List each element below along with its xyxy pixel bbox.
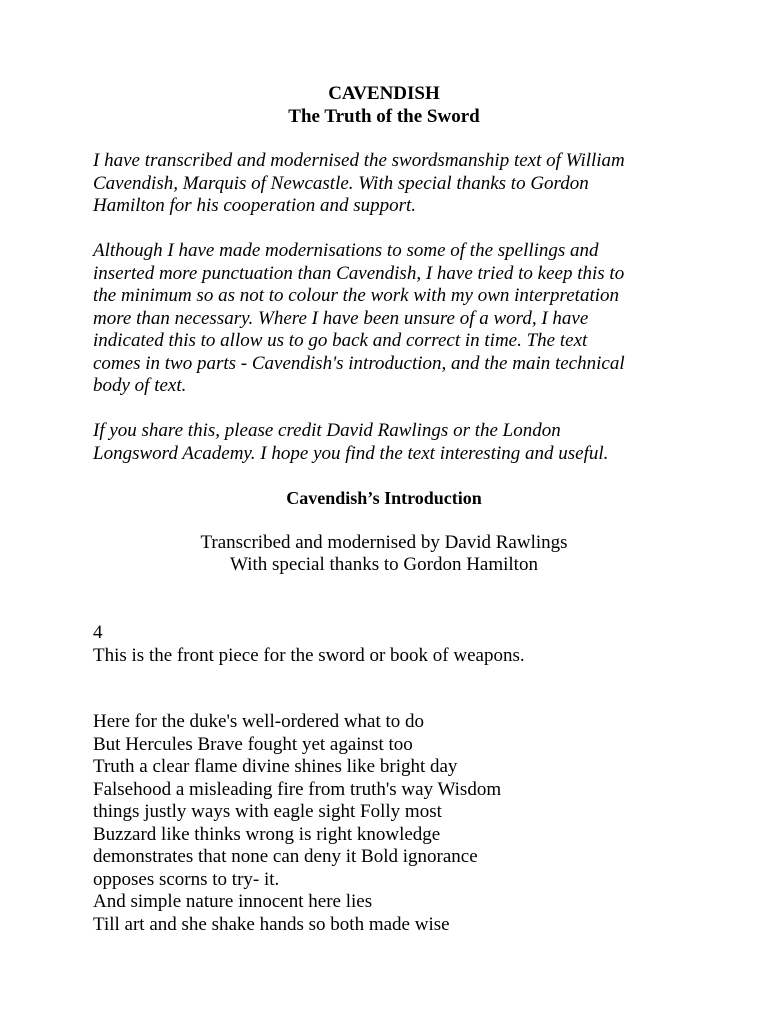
poem (93, 711, 733, 936)
poem-line: demonstrates that none can deny it Bold ignorance (93, 846, 478, 867)
intro-paragraph-3 (93, 420, 733, 465)
intro-paragraph-1-line: Cavendish, Marquis of Newcastle. With special thanks to Gordon (93, 172, 589, 194)
intro-paragraph-2-line: Although I have made modernisations to some of the spellings and (93, 240, 599, 261)
poem-line: And simple nature innocent here lies (93, 891, 373, 912)
intro-paragraph-3-line: Longsword Academy. I hope you find the text interesting and useful. (93, 442, 609, 464)
intro-paragraph-1-line: I have transcribed and modernised the swordsmanship text of William (93, 150, 625, 171)
intro-paragraph-2-line: the minimum so as not to colour the work with my own interpretation (93, 285, 619, 306)
intro-paragraph-1 (93, 150, 733, 218)
document-title: CAVENDISH (328, 83, 440, 104)
intro-paragraph-2-line: body of text. (93, 375, 187, 396)
thanks-line: With special thanks to Gordon Hamilton (230, 554, 538, 575)
poem-line: Buzzard like thinks wrong is right knowledge (93, 823, 441, 845)
poem-line: Till art and she shake hands so both made wise (93, 913, 450, 935)
document-subtitle: The Truth of the Sword (288, 106, 480, 127)
poem-line: Here for the duke's well-ordered what to do (93, 711, 425, 732)
intro-paragraph-2-line: more than necessary. Where I have been unsure of a word, I have (93, 307, 589, 329)
poem-line: Falsehood a misleading fire from truth's way Wisdom (93, 778, 502, 800)
intro-paragraph-2-line: indicated this to allow us to go back and correct in time. The text (93, 330, 588, 351)
intro-paragraph-3-line: If you share this, please credit David Rawlings or the London (93, 420, 561, 441)
section-heading: Cavendish’s Introduction (286, 488, 482, 508)
intro-paragraph-2-line: inserted more punctuation than Cavendish, I have tried to keep this to (93, 262, 625, 284)
front-piece-line: This is the front piece for the sword or book of weapons. (93, 645, 525, 666)
poem-line: But Hercules Brave fought yet against too (93, 733, 413, 755)
page-number: 4 (93, 622, 103, 643)
poem-line: things justly ways with eagle sight Folly most (93, 801, 442, 822)
intro-paragraph-1-line: Hamilton for his cooperation and support. (93, 195, 417, 216)
poem-line: Truth a clear flame divine shines like bright day (93, 756, 458, 777)
credit-line: Transcribed and modernised by David Rawlings (200, 532, 568, 553)
intro-paragraph-2 (93, 240, 733, 398)
poem-line: opposes scorns to try- it. (93, 868, 280, 890)
intro-paragraph-2-line: comes in two parts - Cavendish's introduction, and the main technical (93, 352, 625, 374)
